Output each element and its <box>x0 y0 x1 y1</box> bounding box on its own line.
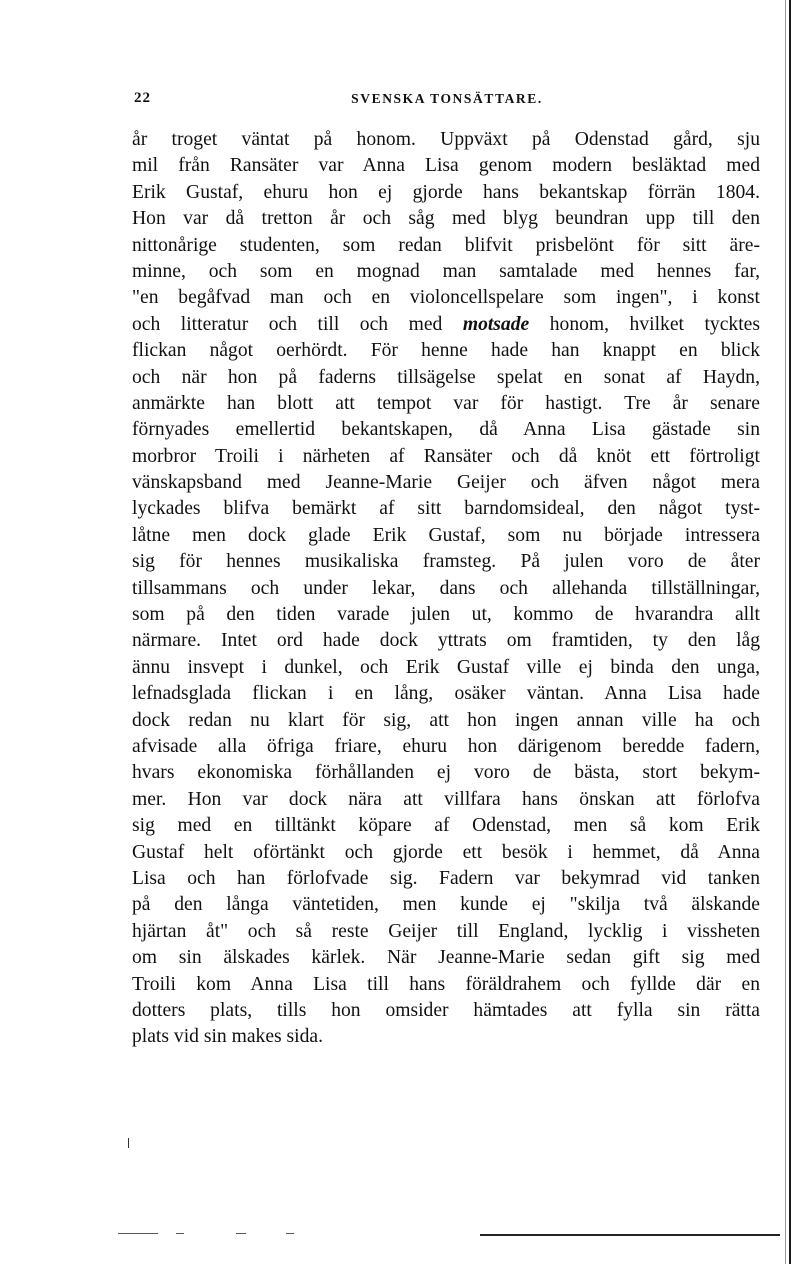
page-bottom-edge <box>480 1234 780 1236</box>
text-line: lefnadsglada flickan i en lång, osäker väntan. Anna Lisa hade <box>132 683 760 705</box>
scan-mark <box>176 1233 184 1234</box>
page-header <box>134 90 760 112</box>
text-line-last: plats vid sin makes sida. <box>132 1026 324 1048</box>
body-text <box>132 127 760 1051</box>
text-line: afvisade alla öfriga friare, ehuru hon därigenom beredde fadern, <box>132 735 760 757</box>
text-line: "en begåfvad man och en violoncellspelare som ingen", i konst <box>132 287 760 309</box>
running-title: SVENSKA TONSÄTTARE. <box>351 91 543 106</box>
text-line: lyckades blifva bemärkt af sitt barndomsideal, den något tyst- <box>132 498 760 520</box>
text-line: minne, och som en mognad man samtalade med hennes far, <box>132 260 760 282</box>
text-line: som på den tiden varade julen ut, kommo de hvarandra allt <box>132 604 760 626</box>
text-line: Gustaf helt oförtänkt och gjorde ett besök i hemmet, då Anna <box>132 841 760 863</box>
text-line: anmärkte han blott att tempot var för hastigt. Tre år senare <box>132 392 760 414</box>
page-edge-line <box>789 0 791 1264</box>
text-line: låtne men dock glade Erik Gustaf, som nu började intressera <box>132 524 760 546</box>
text-line: och när hon på faderns tillsägelse spelat en sonat af Haydn, <box>132 366 760 388</box>
scan-speck <box>128 1138 129 1148</box>
text-line: Hon var då tretton år och såg med blyg beundran upp till den <box>132 208 760 230</box>
text-line-with-italic <box>132 312 760 338</box>
text-line: flickan något oerhördt. För henne hade han knappt en blick <box>132 340 760 362</box>
text-line: hjärtan åt" och så reste Geijer till England, lycklig i vissheten <box>132 920 760 942</box>
text-line: förnyades emellertid bekantskapen, då Anna Lisa gästade sin <box>132 419 760 441</box>
text-line: mil från Ransäter var Anna Lisa genom modern besläktad med <box>132 155 760 177</box>
scan-mark <box>286 1233 294 1234</box>
text-line: på den långa väntetiden, men kunde ej "skilja två älskande <box>132 894 760 916</box>
text-line: ännu insvept i dunkel, och Erik Gustaf ville ej binda den unga, <box>132 656 760 678</box>
text-line: dotters plats, tills hon omsider hämtades att fylla sin rätta <box>132 999 760 1021</box>
text-line: om sin älskades kärlek. När Jeanne-Marie sedan gift sig med <box>132 947 760 969</box>
text-line: sig med en tilltänkt köpare af Odenstad, men så kom Erik <box>132 815 760 837</box>
text-line-end: honom, hvilket tycktes <box>549 313 760 335</box>
text-line: morbror Troili i närheten af Ransäter och då knöt ett förtroligt <box>132 445 760 467</box>
text-line: vänskapsband med Jeanne-Marie Geijer och äfven något mera <box>132 472 760 494</box>
page-edge-shadow <box>785 0 786 1264</box>
text-line: sig för hennes musikaliska framsteg. På julen voro de åter <box>132 551 760 573</box>
italic-word: motsade <box>462 313 530 335</box>
text-line: nittonårige studenten, som redan blifvit prisbelönt för sitt äre- <box>132 234 760 256</box>
text-line: Erik Gustaf, ehuru hon ej gjorde hans bekantskap förrän 1804. <box>132 181 760 203</box>
text-line: Troili kom Anna Lisa till hans föräldrahem och fyllde där en <box>132 973 760 995</box>
text-line: mer. Hon var dock nära att villfara hans önskan att förlofva <box>132 788 760 810</box>
text-line: Lisa och han förlofvade sig. Fadern var bekymrad vid tanken <box>132 867 760 889</box>
page-number: 22 <box>134 90 151 106</box>
text-line: tillsammans och under lekar, dans och allehanda tillställningar, <box>132 577 760 599</box>
scan-mark <box>118 1233 158 1234</box>
text-line: hvars ekonomiska förhållanden ej voro de bästa, stort bekym- <box>132 762 760 784</box>
text-line-start: och litteratur och till och med <box>132 313 443 335</box>
scan-mark <box>236 1233 246 1234</box>
text-line: närmare. Intet ord hade dock yttrats om framtiden, ty den låg <box>132 630 760 652</box>
text-line: dock redan nu klart för sig, att hon ingen annan ville ha och <box>132 709 760 731</box>
text-line: år troget väntat på honom. Uppväxt på Odenstad gård, sju <box>132 129 760 150</box>
